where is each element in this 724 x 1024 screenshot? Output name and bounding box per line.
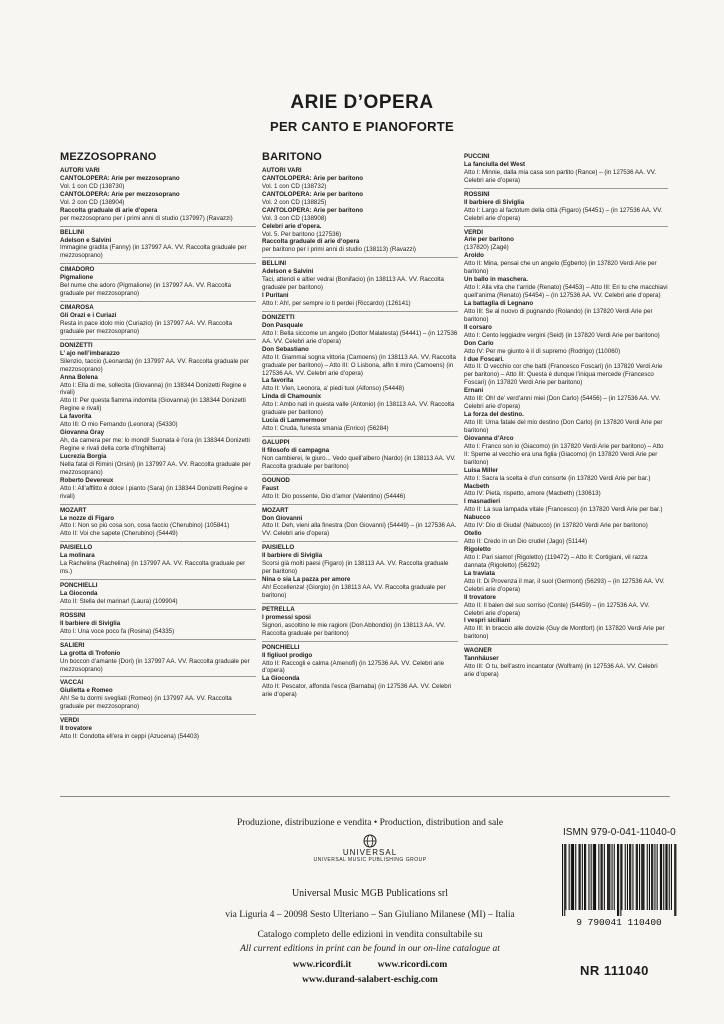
aria-entry: Atto III: Oh! de’ verd’anni miei (Don Carlo) (54456) – (in 127536 AA. VV. Celebri arie d’opera) xyxy=(464,395,661,411)
logo-wordmark: UNIVERSAL xyxy=(342,848,398,857)
composer-heading: GOUNOD xyxy=(262,474,458,485)
aria-entry: Atto I: Cento leggiadre vergini (Seid) (in 137820 Verdi Arie per baritono) xyxy=(464,331,660,339)
opera-title: La favorita xyxy=(262,377,294,385)
aria-entry: Atto I: Ah!, per sempre io ti perdei (Riccardo) (126141) xyxy=(262,300,411,307)
catalogue-number: NR 111040 xyxy=(580,963,649,978)
barcode-bar xyxy=(608,844,609,910)
barcode-bar xyxy=(629,844,630,910)
opera-title: Macbeth xyxy=(464,482,490,490)
opera-title: I due Foscari. xyxy=(464,355,504,363)
barcode-bar xyxy=(585,844,586,910)
opera-title: Ernani xyxy=(464,387,484,395)
aria-entry: Atto I: Franco son io (Giacomo) (in 137820 Verdi Arie per baritono) – Atto II: Speme al vecchio era una figlia (Giacomo) (in 137820 Verdi Arie per baritono) xyxy=(464,442,664,466)
barcode-bar xyxy=(639,844,640,910)
barcode-bar xyxy=(657,844,658,910)
barcode-bar xyxy=(654,844,655,910)
aria-entry: Atto I: Pari siamo! (Rigoletto) (119472) – Atto II: Cortigiani, vil razza dannata (Rigoletto) (56292) xyxy=(464,553,648,569)
composer-heading: PETRELLA xyxy=(262,603,458,614)
aria-entry: Atto I: All’afflitto è dolce i pianto (Sara) (in 138344 Donizetti Regine e rivali) xyxy=(60,484,248,500)
barcode-bar xyxy=(661,844,662,910)
composer-heading: PAISIELLO xyxy=(60,541,256,552)
column-body xyxy=(262,165,458,699)
opera-title: Faust xyxy=(262,484,279,492)
opera-title: Nabucco xyxy=(464,514,491,522)
composer-heading: WAGNER xyxy=(464,644,668,655)
website-links xyxy=(150,960,590,970)
opera-title: Luisa Miller xyxy=(464,466,499,474)
composer-heading: CIMAROSA xyxy=(60,301,256,312)
composer-heading: PONCHIELLI xyxy=(60,579,256,590)
composer-heading: AUTORI VARI xyxy=(262,167,302,174)
barcode-bar xyxy=(591,844,592,910)
barcode-bar xyxy=(674,844,675,916)
page-title: ARIE D’OPERA xyxy=(290,92,434,113)
opera-title: Il barbiere di Siviglia xyxy=(464,198,525,206)
barcode-digits: 9 790041 110400 xyxy=(576,917,662,928)
composer-heading: DONIZETTI xyxy=(262,311,458,322)
opera-title: La traviata xyxy=(464,569,495,577)
opera-title: Don Giovanni xyxy=(262,514,303,522)
barcode-bar xyxy=(627,844,628,910)
aria-entry: Atto III: O mio Fernando (Leonora) (54330) xyxy=(60,421,178,429)
barcode-bar xyxy=(579,844,580,910)
opera-title: Roberto Devereux xyxy=(60,476,114,484)
aria-entry: Un boccon d’amante (Dori) (in 137997 AA. VV. Raccolta graduale per mezzosoprano) xyxy=(60,657,250,673)
barcode-bar xyxy=(580,844,581,910)
opera-title: CANTOLOPERA: Arie per baritono xyxy=(262,174,364,182)
opera-title: Giovanna d’Arco xyxy=(464,434,514,442)
opera-title: La Gioconda xyxy=(60,590,98,597)
barcode-bar xyxy=(565,844,566,910)
opera-title: I promessi sposi xyxy=(262,613,311,621)
aria-entry: Atto I: Non so più cosa son, cosa faccio (Cherubino) (105841) xyxy=(60,522,230,530)
aria-entry: Atto II: Vien, Leonora, a’ piedi tuoi (Alfonso) (54448) xyxy=(262,385,405,393)
aria-entry: Vol. 1 con CD (138730) xyxy=(60,182,125,190)
aria-entry: Ah, da camera per me: lo mondi! Suonata è l’ora (in 138344 Donizetti Regine e rivali della corte d’Inghilterra) xyxy=(60,437,250,452)
opera-title: La fanciulla del West xyxy=(464,160,526,168)
barcode-bar xyxy=(604,844,605,910)
aria-entry: Atto II: Mina, pensai che un angelo (Egberto) (in 137820 Verdi Arie per baritono) xyxy=(464,260,657,276)
barcode-bar xyxy=(593,844,594,910)
catalogue-note-en: All current editions in print can be found in our on-line catalogue at xyxy=(240,944,500,954)
opera-title: Anna Bolena xyxy=(60,373,98,381)
globe-icon xyxy=(363,834,377,848)
aria-entry: Atto I: Ella di me, sollecita (Giovanna) (in 138344 Donizetti Regine e rivali) xyxy=(60,381,247,397)
aria-entry: Signori, ascoltino le mie ragioni (Don Abbondio) (in 138113 AA. VV. Raccolta graduale per baritono) xyxy=(262,621,446,637)
barcode-bar xyxy=(641,844,642,910)
composer-heading: MOZART xyxy=(60,504,256,515)
aria-entry: Atto I: Largo al factotum della città (Figaro) (54451) – (in 127536 AA. VV. Celebri arie d’opera) xyxy=(464,206,663,222)
aria-entry: Bel nume che adoro (Pigmalione) (in 137997 AA. VV. Raccolta graduale per mezzosoprano) xyxy=(60,282,232,298)
opera-title: I masnadieri xyxy=(464,498,501,506)
aria-entry: Atto II: Di Provenza il mar, il suol (Germont) (56293) – (in 127536 AA. VV. Celebri arie d’opera) xyxy=(464,577,665,593)
barcode-bar xyxy=(598,844,599,910)
composer-heading: AUTORI VARI xyxy=(60,167,100,174)
barcode-bar xyxy=(652,844,653,910)
aria-entry: Vol. 3 con CD (138908) xyxy=(262,214,327,222)
opera-title: Adelson e Salvini xyxy=(262,268,314,276)
opera-title: Il trovatore xyxy=(60,725,92,733)
barcode-bar xyxy=(614,844,615,910)
aria-entry: Atto I: Ambo nati in questa valle (Antonio) (in 138113 AA. VV. Raccolta graduale per baritono) xyxy=(262,401,455,417)
barcode-bar xyxy=(601,844,602,910)
opera-title: I vespri siciliani xyxy=(464,617,511,625)
aria-entry: Atto IV: Pietà, rispetto, amore (Macbeth) (130613) xyxy=(464,490,601,498)
opera-title: Lucia di Lammermoor xyxy=(262,417,327,425)
aria-entry: Atto III: Urna fatale del mio destino (Don Carlo) (in 137820 Verdi Arie per baritono) xyxy=(464,419,663,434)
opera-title: CANTOLOPERA: Arie per baritono xyxy=(262,206,364,214)
aria-entry: Atto II: Deh, vieni alla finestra (Don Giovanni) (54449) – (in 127536 AA. VV. Celebri arie d’opera) xyxy=(262,522,457,538)
opera-title: La battaglia di Legnano xyxy=(464,299,534,307)
website-link-ricordi-com[interactable]: www.ricordi.com xyxy=(377,960,448,970)
opera-title: Giovanna Gray xyxy=(60,429,105,437)
aria-entry: per mezzosoprano per i primi anni di studio (137997) (Ravazzi) xyxy=(60,214,233,222)
barcode-bar xyxy=(571,844,572,910)
opera-title: Il barbiere di Siviglia xyxy=(262,552,323,560)
barcode-bar xyxy=(569,844,570,910)
barcode-bar xyxy=(669,844,670,910)
composer-heading: CIMADORO xyxy=(60,263,256,274)
opera-title: La forza del destino. xyxy=(464,411,524,419)
opera-title: Arie per baritono xyxy=(464,236,514,244)
barcode-bar xyxy=(651,844,652,910)
opera-title: Don Pasquale xyxy=(262,321,303,329)
barcode-bar xyxy=(647,844,648,910)
column-body xyxy=(464,151,668,679)
aria-entry: Atto II: La sua lampada vitale (Francesco) (in 137820 Verdi Arie per bar.) xyxy=(464,506,663,514)
opera-title: Otello xyxy=(464,530,482,538)
universal-logo xyxy=(150,834,590,863)
aria-entry: Vol. 2 con CD (138904) xyxy=(60,198,125,206)
publisher-name: Universal Music MGB Publications srl xyxy=(291,888,449,899)
opera-title: Il barbiere di Siviglia xyxy=(60,619,121,627)
footer-divider xyxy=(60,796,670,797)
aria-entry: Atto III: In braccio alle dovizie (Guy de Montfort) (in 137820 Verdi Arie per baritono) xyxy=(464,625,665,641)
barcode-bar xyxy=(625,844,626,910)
composer-heading: ROSSINI xyxy=(60,609,256,620)
aria-entry: Atto I: Cruda, funesta smania (Enrico) (56284) xyxy=(262,425,389,433)
barcode-bar xyxy=(602,844,603,910)
aria-entry: La Rachelina (Rachelina) (in 137997 AA. VV. Raccolta graduale per ms.) xyxy=(60,560,246,576)
opera-title: Rigoletto xyxy=(464,546,491,553)
aria-entry: Atto IV: Dio di Giuda! (Nabucco) (in 137820 Verdi Arie per baritono) xyxy=(464,522,648,530)
publisher-address: via Liguria 4 – 20098 Sesto Ulteriano – San Giuliano Milanese (MI) – Italia xyxy=(225,910,515,920)
barcode-bar xyxy=(595,844,596,910)
aria-entry: Atto I: Una voce poco fa (Rosina) (54335) xyxy=(60,627,175,635)
aria-entry: Atto II: Condotta ell’era in ceppi (Azucena) (54403) xyxy=(60,733,199,741)
aria-entry: Immagine gradita (Fanny) (in 137997 AA. VV. Raccolta graduale per mezzosoprano) xyxy=(60,244,247,260)
opera-title: La grotta di Trofonio xyxy=(60,649,121,657)
aria-entry: Taci, attendi e altier vedrai (Bonifacio) (in 138113 AA. VV. Raccolta graduale per baritono) xyxy=(262,276,444,292)
composer-heading: VERDI xyxy=(464,226,668,237)
barcode-bar xyxy=(671,844,672,910)
website-link-ricordi-it[interactable]: www.ricordi.it xyxy=(292,960,352,970)
aria-entry: Atto II: Pescator, affonda l’esca (Barnaba) (in 127536 AA. VV. Celebri arie d’opera) xyxy=(262,683,452,699)
aria-entry: Atto I: Bella siccome un angelo (Dottor Malatesta) (54441) – (in 127536 AA. VV. Celebri arie d’opera) xyxy=(262,329,458,345)
opera-title: La molinara xyxy=(60,552,95,560)
composer-heading: PAISIELLO xyxy=(262,541,458,552)
opera-title: Le nozze di Figaro xyxy=(60,514,114,522)
opera-title: Aroldo xyxy=(464,252,484,260)
composer-heading: SALIERI xyxy=(60,639,256,650)
opera-title: Il corsaro xyxy=(464,323,492,331)
aria-entry: Atto II: O vecchio cor che batti (Francesco Foscari) (in 137820 Verdi Arie per baritono) – Atto III: Questa è dunque l’iniqua mercede (Francesco Foscari) (in 137820 Verdi Arie per baritono) xyxy=(464,363,663,387)
aria-entry: Atto II: Dio possente, Dio d’amor (Valentino) (54446) xyxy=(262,492,406,500)
barcode-bar xyxy=(575,844,576,910)
opera-title: Il figliuol prodigo xyxy=(262,651,313,659)
aria-entry: Vol. 2 con CD (138825) xyxy=(262,198,327,206)
barcode-bar xyxy=(612,844,613,910)
aria-entry: Scorsi già molti paesi (Figaro) (in 138113 AA. VV. Raccolta graduale per baritono) xyxy=(262,560,449,576)
opera-title: Tannhäuser xyxy=(464,655,499,663)
barcode-bar xyxy=(675,844,676,916)
aria-entry: Atto II: Il balen del suo sorriso (Conte) (54459) – (in 127536 AA. VV. Celebri arie d’opera) xyxy=(464,601,650,617)
opera-title: Don Carlo xyxy=(464,339,494,347)
opera-title: Giulietta e Romeo xyxy=(60,687,113,695)
column-baritono-continued xyxy=(464,151,668,679)
barcode-bar xyxy=(588,844,589,910)
barcode-bar xyxy=(582,844,583,910)
logo-subtext: UNIVERSAL MUSIC PUBLISHING GROUP xyxy=(313,857,427,863)
production-line: Produzione, distribuzione e vendita • Production, distribution and sale xyxy=(236,818,504,828)
barcode-bar xyxy=(642,844,643,910)
aria-entry: Atto II: Per questa fiamma indomita (Giovanna) (in 138344 Donizetti Regine e rivali) xyxy=(60,397,246,413)
barcode-bar xyxy=(630,844,631,910)
composer-heading: BELLINI xyxy=(60,226,256,237)
aria-entry: Atto II: Voi che sapete (Cherubino) (54449) xyxy=(60,530,178,538)
aria-entry: Silenzio, taccio (Leonarda) (in 137997 AA. VV. Raccolta graduale per mezzosoprano) xyxy=(60,357,249,373)
opera-title: L’ ajo nell’imbarazzo xyxy=(60,349,120,357)
opera-title: Adelson e Salvini xyxy=(60,236,112,244)
column-mezzosoprano xyxy=(60,151,256,741)
aria-entry: per baritono per i primi anni di studio (138113) (Ravazzi) xyxy=(262,246,416,254)
opera-title: Pigmalione xyxy=(60,274,94,282)
column-baritono xyxy=(262,151,458,699)
composer-heading: VERDI xyxy=(60,714,256,725)
aria-entry: Atto I: Alla vita che t’arride (Renato) (54453) – Atto III: Eri tu che macchiavi quell’anima (Renato) (54454) – (in 127536 AA. VV. Celebri arie d’opera) xyxy=(464,284,668,299)
aria-entry: Vol. 1 con CD (138732) xyxy=(262,182,327,190)
barcode-bar xyxy=(632,844,633,910)
aria-entry: Ah! Se tu dormi svegliati (Romeo) (in 137997 AA. VV. Raccolta graduale per mezzosoprano) xyxy=(60,695,232,711)
opera-title: La favorita xyxy=(60,413,92,421)
barcode-bar xyxy=(562,844,563,916)
opera-title: I Puritani xyxy=(262,292,289,300)
opera-title: Linda di Chamounix xyxy=(262,393,322,401)
aria-entry: Atto III: Se al nuovo di pugnando (Rolando) (in 137820 Verdi Arie per baritono) xyxy=(464,307,653,323)
opera-title: Raccolta graduale di arie d’opera xyxy=(262,238,360,246)
opera-title: Il filosofo di campagna xyxy=(262,446,330,454)
opera-title: CANTOLOPERA: Arie per mezzosoprano xyxy=(60,174,180,182)
barcode-bar xyxy=(564,844,565,916)
aria-entry: (137820) (Zagé) xyxy=(464,244,509,252)
voice-heading: MEZZOSOPRANO xyxy=(60,151,157,163)
aria-entry: Atto I: Sacra la scelta è d’un consorte (in 137820 Verdi Arie per bar.) xyxy=(464,474,651,482)
opera-title: CANTOLOPERA: Arie per baritono xyxy=(262,190,364,198)
barcode-bar xyxy=(617,844,618,916)
aria-entry: Atto II: Stella del marinar! (Laura) (109904) xyxy=(60,597,178,605)
composer-heading: BELLINI xyxy=(262,257,458,268)
barcode-bar xyxy=(643,844,644,910)
barcode-bar xyxy=(667,844,668,910)
barcode-bar xyxy=(618,844,619,916)
opera-title: Gli Orazi e i Curiazi xyxy=(60,312,117,319)
opera-title: Un ballo in maschera. xyxy=(464,276,528,284)
aria-entry: Atto II: Giammai sogna vittoria (Camoens) (in 138113 AA. VV. Raccolta graduale per baritono) – Atto III: O Lisbona, alfin ti miro (Camoens) (in 127536 AA. VV. Celebri arie d’opera) xyxy=(262,353,456,377)
barcode-bar xyxy=(609,844,610,910)
opera-title: Don Sebastiano xyxy=(262,345,309,353)
barcode-bar xyxy=(665,844,666,910)
composer-heading: DONIZETTI xyxy=(60,339,256,350)
aria-entry: Nella fatal di Rimini (Orsini) (in 137997 AA. VV. Raccolta graduale per mezzosoprano) xyxy=(60,460,251,476)
barcode-bar xyxy=(573,844,574,910)
composer-heading: GALUPPI xyxy=(262,436,458,447)
barcode-bar xyxy=(636,844,637,910)
barcode-bar xyxy=(663,844,664,910)
ismn-code: ISMN 979-0-041-11040-0 xyxy=(563,827,676,838)
barcode-bar xyxy=(584,844,585,910)
barcode-bar xyxy=(621,844,622,910)
barcode-bars xyxy=(562,844,676,916)
voice-heading: BARITONO xyxy=(262,151,323,163)
catalogue-note-it: Catalogo completo delle edizioni in vendita consultabile su xyxy=(257,930,483,940)
aria-entry: Atto II: Credo in un Dio crudel (Jago) (51144) xyxy=(464,538,588,546)
barcode-bar xyxy=(607,844,608,910)
opera-title: Celebri arie d’opera. xyxy=(262,222,322,230)
barcode-bar xyxy=(649,844,650,910)
composer-heading: PONCHIELLI xyxy=(262,641,458,652)
composer-heading: VACCAI xyxy=(60,676,256,687)
barcode-bar xyxy=(594,844,595,910)
barcode-bar xyxy=(660,844,661,910)
website-link-durand[interactable]: www.durand-salabert-eschig.com xyxy=(302,975,438,985)
aria-entry: Vol. 5. Per baritono (127536) xyxy=(262,230,342,238)
aria-entry: Atto III: O tu, bell’astro incantator (Wolfram) (in 127536 AA. VV. Celebri arie d’opera) xyxy=(464,663,658,679)
opera-title: La Gioconda xyxy=(262,675,300,683)
barcode-bar xyxy=(572,844,573,910)
aria-entry: Resta in pace idolo mio (Curiazio) (in 137997 AA. VV. Raccolta graduale per mezzosoprano) xyxy=(60,319,233,335)
aria-entry: Atto IV: Per me giunto è il dì supremo (Rodrigo) (110060) xyxy=(464,347,621,355)
page-subtitle: PER CANTO E PIANOFORTE xyxy=(269,119,455,134)
opera-title: Il trovatore xyxy=(464,593,496,601)
aria-entry: Non cambierei, le giuro... Vedo quell’albero (Nardo) (in 138113 AA. VV. Raccolta graduale per baritono) xyxy=(262,454,456,470)
opera-title: Raccolta graduale di arie d’opera xyxy=(60,206,158,214)
opera-title: Nina o sia La pazza per amore xyxy=(262,576,351,584)
column-body xyxy=(60,165,256,741)
barcode-bar xyxy=(620,844,621,916)
barcode-bar xyxy=(637,844,638,910)
composer-heading: MOZART xyxy=(262,504,458,515)
composer-heading: PUCCINI xyxy=(464,153,490,160)
opera-title: CANTOLOPERA: Arie per mezzosoprano xyxy=(60,190,180,198)
barcode xyxy=(560,842,678,928)
aria-entry: Ah! Eccellenza! (Giorgio) (in 138113 AA. VV. Raccolta graduale per baritono) xyxy=(262,584,446,599)
aria-entry: Atto II: Raccogli e calma (Amenofi) (in 127536 AA. VV. Celebri arie d’opera) xyxy=(262,659,445,675)
opera-title: Lucrezia Borgia xyxy=(60,452,107,460)
composer-heading: ROSSINI xyxy=(464,188,668,199)
aria-entry: Atto I: Minnie, dalla mia casa son partito (Rance) – (in 127536 AA. VV. Celebri arie d’opera) xyxy=(464,168,657,184)
